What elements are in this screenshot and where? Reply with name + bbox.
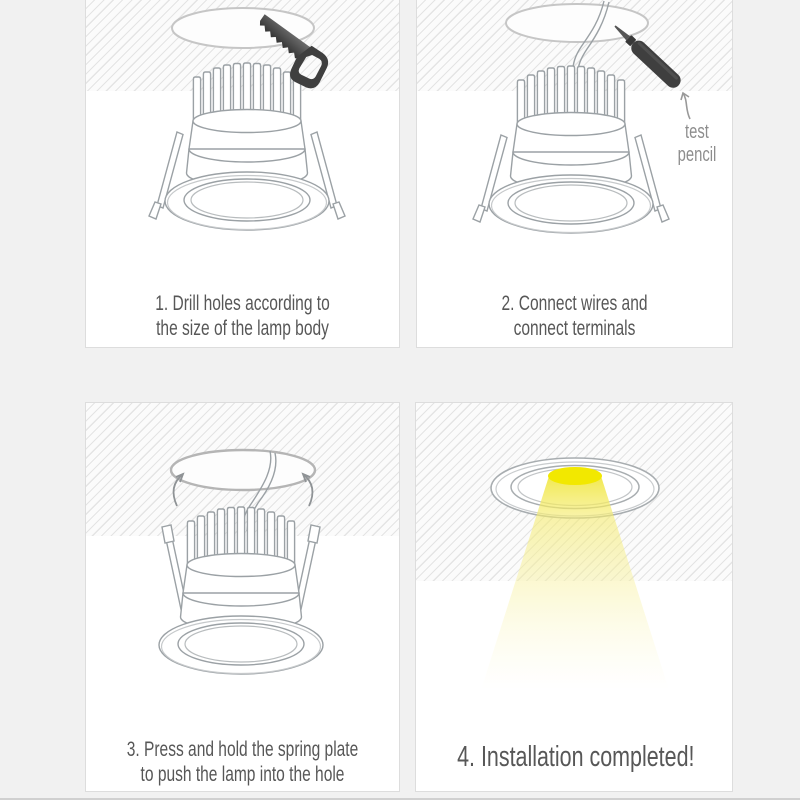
caption-line: to push the lamp into the hole	[140, 763, 345, 786]
label-line: pencil	[677, 144, 717, 166]
ceiling-hole	[171, 450, 315, 490]
caption-line: the size of the lamp body	[156, 317, 329, 340]
step-panel-2	[416, 0, 733, 348]
downlight-drawing-springs-up	[159, 507, 323, 674]
rotation-arrow-right	[303, 474, 312, 506]
downlight-drawing	[473, 66, 669, 233]
test-pencil-label	[671, 121, 723, 167]
step3-caption	[86, 737, 399, 787]
rotation-arrow-left	[174, 474, 183, 506]
caption-line: 1. Drill holes according to	[155, 292, 330, 315]
step2-caption	[417, 291, 732, 341]
step4-caption	[416, 741, 732, 773]
step1-caption	[86, 291, 399, 341]
downlight-drawing	[149, 63, 345, 230]
light-beam	[481, 476, 669, 690]
caption-line: 3. Press and hold the spring plate	[126, 738, 359, 761]
lamp-light-source	[548, 467, 602, 485]
step4-illustration	[416, 403, 732, 791]
step-panel-1	[85, 0, 400, 348]
caption-line: connect terminals	[513, 317, 636, 340]
step3-illustration	[86, 403, 399, 791]
step-panel-4	[415, 402, 733, 792]
caption-line: 4. Installation completed!	[457, 741, 695, 773]
label-line: test	[685, 121, 709, 143]
step-panel-3	[85, 402, 400, 792]
caption-line: 2. Connect wires and	[501, 292, 648, 315]
pointer-arrow	[681, 93, 690, 119]
